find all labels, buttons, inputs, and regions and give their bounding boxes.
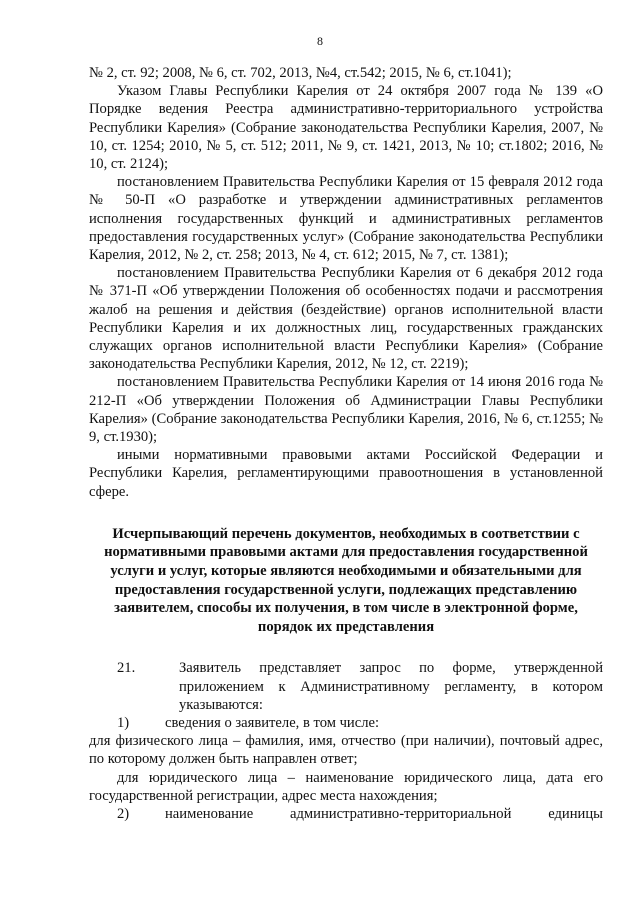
legal-entity-text: для юридического лица – наименование юридического лица, дата его государственной регистрации, адрес места нахождения; xyxy=(89,769,603,804)
paragraph-3: постановлением Правительства Республики Карелия от 15 февраля 2012 года № 50-П «О разработке и утверждении административных регламентов исполнения государственных функций и административных регламентов предоставления государственных услуг» (Собрание законодательства Республики Карелия, 2012, № 2, ст. 258; 2013, № 4, ст. 612; 2015, № 7, ст. 1381); xyxy=(89,174,603,264)
paragraph-1: № 2, ст. 92; 2008, № 6, ст. 702, 2013, №4, ст.542; 2015, № 6, ст.1041); xyxy=(89,65,512,81)
subitem-2-text xyxy=(165,805,603,823)
paragraph-2: Указом Главы Республики Карелия от 24 октября 2007 года № 139 «О Порядке ведения Реестра административно-территориального устройства Республики Карелия» (Собрание законодательства Республики Карелия, 2007, № 10, ст. 1254; 2010, № 5, ст. 512; 2011, № 9, ст. 1421, 2013, № 10; ст.1802; 2016, № 10, ст. 2124); xyxy=(89,83,603,173)
item-21-text: Заявитель представляет запрос по форме, утвержденной приложением к Административному регламенту, в котором указываются: xyxy=(179,660,603,713)
section-heading: Исчерпывающий перечень документов, необходимых в соответствии с нормативными правовыми актами для предоставления государственной услуги и услуг, которые являются необходимыми и обязательными для предоставления государственной услуги, подлежащих представлению заявителем, способы их получения, в том числе в электронной форме, порядок их представления xyxy=(104,525,588,635)
physical-person-text: для физического лица – фамилия, имя, отчество (при наличии), почтовый адрес, по которому должен быть направлен ответ; xyxy=(89,733,603,768)
item-21-number: 21. xyxy=(117,660,136,677)
item-21 xyxy=(89,659,603,714)
subitem-1-number: 1) xyxy=(117,715,130,732)
subitem-2-word-1: наименование xyxy=(165,806,254,823)
subitem-1-text: сведения о заявителе, в том числе: xyxy=(165,715,380,732)
subitem-2-number: 2) xyxy=(117,806,130,823)
document-body xyxy=(89,64,603,823)
subitem-1 xyxy=(89,714,603,732)
paragraph-6: иными нормативными правовыми актами Российской Федерации и Республики Карелия, регламентирующими правоотношения в установленной сфере. xyxy=(89,447,603,500)
paragraph-4: постановлением Правительства Республики Карелия от 6 декабря 2012 года № 371-П «Об утверждении Положения об особенностях подачи и рассмотрения жалоб на решения и действия (бездействие) органов исполнительной власти Республики Карелия и их должностных лиц, государственных гражданских служащих органов исполнительной власти Республики Карелия» (Собрание законодательства Республики Карелия, 2012, № 12, ст. 2219); xyxy=(89,265,603,373)
subitem-2-word-3: единицы xyxy=(548,806,603,823)
subitem-2 xyxy=(89,805,603,823)
subitem-2-word-2: административно-территориальной xyxy=(290,806,512,823)
paragraph-5: постановлением Правительства Республики Карелия от 14 июня 2016 года № 212-П «Об утверждении Положения об Администрации Главы Республики Карелия» (Собрание законодательства Республики Карелия, 2016, № 6, ст.1255; № 9, ст.1930); xyxy=(89,374,603,446)
page-number: 8 xyxy=(317,34,323,48)
